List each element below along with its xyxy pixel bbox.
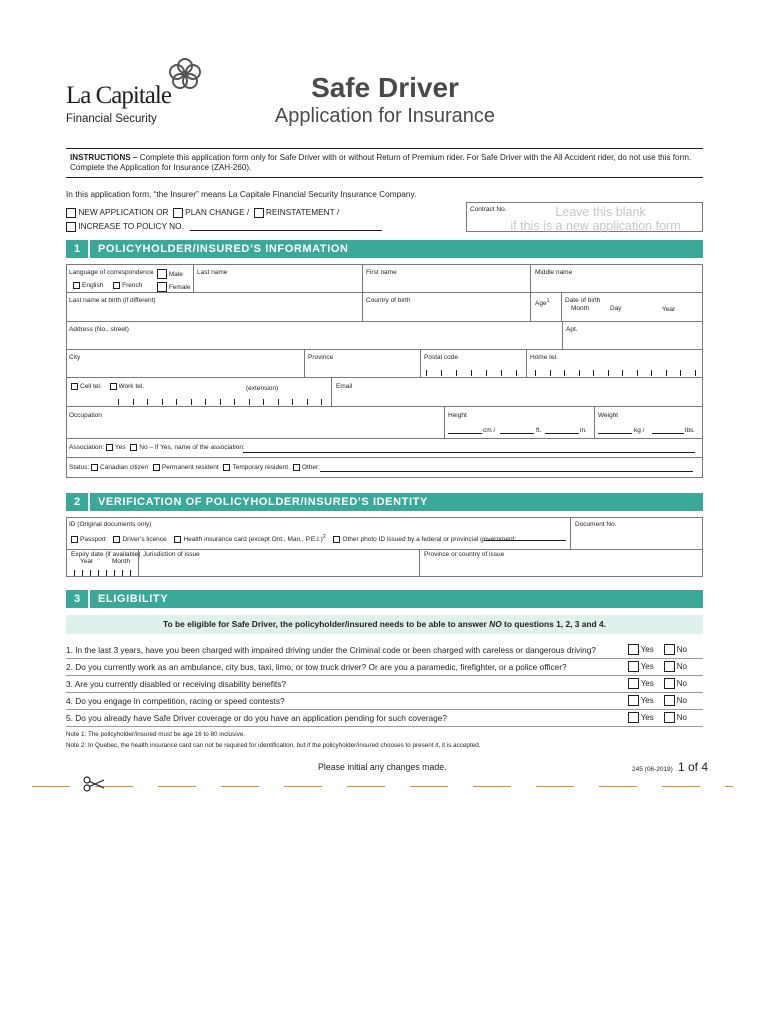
new-application-checkbox[interactable] [66,208,76,218]
field-tick [90,570,91,576]
male-label: Male [168,271,183,278]
yes-no-options [628,661,703,673]
expiry-label: Expiry date (if available) [71,551,141,558]
field-tick [292,399,293,405]
insurer-note: In this application form, “the Insurer” means La Capitale Financial Security Insurance Company. [66,189,417,199]
question-text: 5. Do you already have Safe Driver coverage or do you have an application pending for such coverage? [66,713,447,723]
field-tick [666,370,667,376]
yes-no-options [628,712,703,724]
field-tick [486,370,487,376]
section-2-header [66,493,703,511]
field-tick [471,370,472,376]
last-name-birth-label: Last name at birth (if different) [69,297,156,304]
section-2-title: VERIFICATION OF POLICYHOLDER/INSURED’S IDENTITY [98,496,428,508]
instructions-text: Complete this application form only for Safe Driver with or without Return of Premium rider. For Safe Driver with the All Accident rider, do not use this form. Complete the Application for Insurance (ZAH-260). [70,153,692,172]
reinstatement-checkbox[interactable] [254,208,264,218]
field-tick [501,370,502,376]
field-tick [114,570,115,576]
field-tick [307,399,308,405]
yes-label: Yes [640,696,654,705]
association-no-label: No – If Yes, name of the association: [139,444,245,452]
instructions-label: INSTRUCTIONS – [70,153,138,162]
passport-checkbox[interactable] [71,536,78,543]
other-status-checkbox[interactable] [293,464,300,471]
question-text: 1. In the last 3 years, have you been charged with impaired driving under the Criminal code or been charged with careless or dangerous driving? [66,645,596,655]
kg-label: kg / [634,427,645,434]
female-label: Female [168,284,191,291]
no-label: No [676,696,687,705]
field-tick [680,370,681,376]
lbs-label: lbs. [685,427,696,434]
yes-no-options [628,695,703,707]
section-3-number: 3 [66,590,90,608]
cut-line-dash [662,786,700,787]
occupation-label: Occupation [69,412,102,419]
page-title: Safe Driver [311,72,459,103]
no-checkbox[interactable] [664,661,675,672]
english-checkbox[interactable] [73,282,80,289]
page-subtitle: Application for Insurance [274,105,496,127]
middle-name-label: Middle name [535,269,573,276]
weight-label: Weight [598,412,619,419]
yes-label: Yes [640,713,654,722]
cut-line-dash [221,786,259,787]
field-tick [695,370,696,376]
question-text: 3. Are you currently disabled or receiving disability benefits? [66,679,286,689]
cut-line-dash [158,786,196,787]
field-tick [263,399,264,405]
yes-checkbox[interactable] [628,678,639,689]
note-2: Note 2: In Quebec, the health insurance card can not be required for identification, but if the policyholder/insured chooses to present it, it is accepted. [66,742,481,749]
association-yes-label: Yes [114,444,126,452]
field-tick [176,399,177,405]
health-card-label: Health insurance card (except Ont., Man., P.E.I.) [183,536,323,544]
association-label: Association: [69,444,105,452]
yes-label: Yes [640,662,654,671]
association-no-checkbox[interactable] [130,444,137,451]
language-options [73,282,142,290]
drivers-licence-label: Driver’s licence [122,536,167,544]
field-tick [191,399,192,405]
section-3-title: ELIGIBILITY [98,593,169,605]
yes-checkbox[interactable] [628,644,639,655]
field-tick [441,370,442,376]
application-type-row [66,206,339,218]
yes-label: Yes [640,679,654,688]
field-tick [593,370,594,376]
field-tick [205,399,206,405]
field-tick [579,370,580,376]
increase-policy-label: INCREASE TO POLICY NO. [78,221,184,231]
city-label: City [69,354,81,361]
male-checkbox[interactable] [157,269,167,279]
email-label: Email [336,383,353,390]
jurisdiction-label: Jurisdiction of issue [143,551,200,558]
cut-line-dash [410,786,448,787]
question-text: 4. Do you engage in competition, racing or speed contests? [66,696,285,706]
field-tick [74,570,75,576]
no-label: No [676,713,687,722]
temporary-label: Temporary resident [232,464,289,472]
increase-row [66,220,184,232]
scissors-icon [83,776,105,792]
plan-change-checkbox[interactable] [173,208,183,218]
section-3-header [66,590,703,608]
section-1-title: POLICYHOLDER/INSURED’S INFORMATION [98,243,349,255]
form-code: 245 (06-2019) [632,766,673,773]
field-tick [106,570,107,576]
age-label: Age$^1$ [535,298,550,308]
no-checkbox[interactable] [664,678,675,689]
increase-policy-checkbox[interactable] [66,222,76,232]
cut-line-dash [536,786,574,787]
field-tick [608,370,609,376]
yes-checkbox[interactable] [628,695,639,706]
section-1-number: 1 [66,240,90,258]
flower-logo-icon [168,58,202,90]
field-tick [133,399,134,405]
cell-tel-label: Cell tel. [80,383,102,391]
instructions-box [66,148,703,178]
field-tick [516,370,517,376]
yes-no-options [628,644,703,656]
yes-checkbox[interactable] [628,661,639,672]
temporary-checkbox[interactable] [223,464,230,471]
field-tick [220,399,221,405]
address-label: Address (No., street) [69,326,129,333]
height-label: Height [448,412,467,419]
section-1-header [66,240,703,258]
expiry-year-label: Year [80,558,94,565]
question-row [66,693,703,710]
question-text: 2. Do you currently work as an ambulance, city bus, taxi, limo, or tow truck driver? Or are you a paramedic, firefighter, or a police officer? [66,662,567,672]
expiry-month-label: Month [112,558,131,565]
field-tick [564,370,565,376]
plan-change-label: PLAN CHANGE / [185,207,250,217]
field-tick [637,370,638,376]
note-1: Note 1: The policyholder/insured must be age 16 to 80 inclusive. [66,731,246,738]
last-name-label: Last name [197,269,228,276]
field-tick [234,399,235,405]
section-2-number: 2 [66,493,90,511]
field-tick [118,399,119,405]
gender-options [157,268,191,294]
province-label: Province [308,354,334,361]
field-tick [82,570,83,576]
in-label: in. [580,427,587,434]
question-row [66,642,703,659]
cut-line-dash [347,786,385,787]
female-checkbox[interactable] [157,282,167,292]
dob-label: Date of birth [565,297,601,304]
passport-label: Passport [80,536,106,544]
other-status-line[interactable] [320,471,693,472]
field-tick [622,370,623,376]
other-photo-id-checkbox[interactable] [333,536,340,543]
work-tel-checkbox[interactable] [110,383,117,390]
field-tick [550,370,551,376]
new-application-label: NEW APPLICATION OR [78,207,169,217]
yes-no-options [628,678,703,690]
cm-label: cm / [483,427,496,434]
no-label: No [676,679,687,688]
no-checkbox[interactable] [664,712,675,723]
field-tick [426,370,427,376]
initial-changes-text: Please initial any changes made. [318,762,447,772]
cut-line-dash [284,786,322,787]
association-name-line[interactable] [243,452,695,453]
no-label: No [676,645,687,654]
no-checkbox[interactable] [664,644,675,655]
extension-label: (extension) [246,385,279,392]
contract-number-box[interactable] [466,202,703,232]
no-checkbox[interactable] [664,695,675,706]
cell-tel-checkbox[interactable] [71,383,78,390]
field-tick [249,399,250,405]
health-card-checkbox[interactable] [174,536,181,543]
home-tel-label: Home tel. [530,354,558,361]
policy-number-line[interactable] [190,230,382,231]
phone-type-options [71,383,144,391]
dob-month-label: Month [571,305,590,312]
field-tick [122,570,123,576]
apt-label: Apt. [566,326,578,333]
reinstatement-label: REINSTATEMENT / [265,207,340,217]
status-row [69,464,320,472]
question-row [66,676,703,693]
association-row [69,444,245,452]
other-status-label: Other: [301,464,320,472]
question-row [66,659,703,676]
english-label: English [82,282,104,290]
question-row [66,710,703,727]
postal-code-label: Postal code [424,354,458,361]
work-tel-label: Work tel. [118,383,145,391]
first-name-label: First name [366,269,397,276]
permanent-checkbox[interactable] [153,464,160,471]
contract-number-label: Contract No. [470,206,507,213]
field-tick [147,399,148,405]
french-label: French [122,282,143,290]
logo-sub: Financial Security [66,113,157,125]
field-tick [130,570,131,576]
field-tick [98,570,99,576]
field-tick [321,399,322,405]
eligibility-banner: To be eligible for Safe Driver, the policyholder/insured needs to be able to answer NO to questions 1, 2, 3 and 4. [66,615,703,634]
french-checkbox[interactable] [113,282,120,289]
yes-checkbox[interactable] [628,712,639,723]
cut-line-dash [32,786,70,787]
association-yes-checkbox[interactable] [106,444,113,451]
yes-label: Yes [640,645,654,654]
drivers-licence-checkbox[interactable] [113,536,120,543]
field-tick [456,370,457,376]
canadian-checkbox[interactable] [91,464,98,471]
dob-year-label: Year [662,306,676,313]
field-tick [278,399,279,405]
country-birth-label: Country of birth [366,297,411,304]
ft-label: ft. [536,427,542,434]
cut-line-dash [725,786,733,787]
other-photo-id-line[interactable] [484,540,566,541]
field-tick [162,399,163,405]
document-number-label: Document No. [575,521,617,528]
permanent-label: Permanent resident [161,464,219,472]
other-photo-id-label: Other photo ID issued by a federal or provincial government: [342,536,517,544]
contract-hint-1: Leave this blank [555,205,646,219]
language-label: Language of correspondence [69,269,154,276]
field-tick [535,370,536,376]
cut-line-dash [473,786,511,787]
cut-line-dash [599,786,637,787]
status-label: Status: [69,464,90,472]
field-tick [651,370,652,376]
contract-hint-2: if this is a new application form [510,219,681,233]
logo [66,58,206,128]
page-number: 1 of 4 [678,760,709,774]
province-country-label: Province or country of issue [424,551,505,558]
no-label: No [676,662,687,671]
id-options: Passport Driver’s licence Health insurance card (except Ont., Man., P.E.I.)$^2$ Other photo ID issued by a federal or provincial government: [71,533,516,544]
dob-day-label: Day [610,305,622,312]
id-label: ID (Original documents only) [69,521,152,528]
logo-name: La Capitale [66,82,171,109]
canadian-label: Canadian citizen [100,464,149,472]
